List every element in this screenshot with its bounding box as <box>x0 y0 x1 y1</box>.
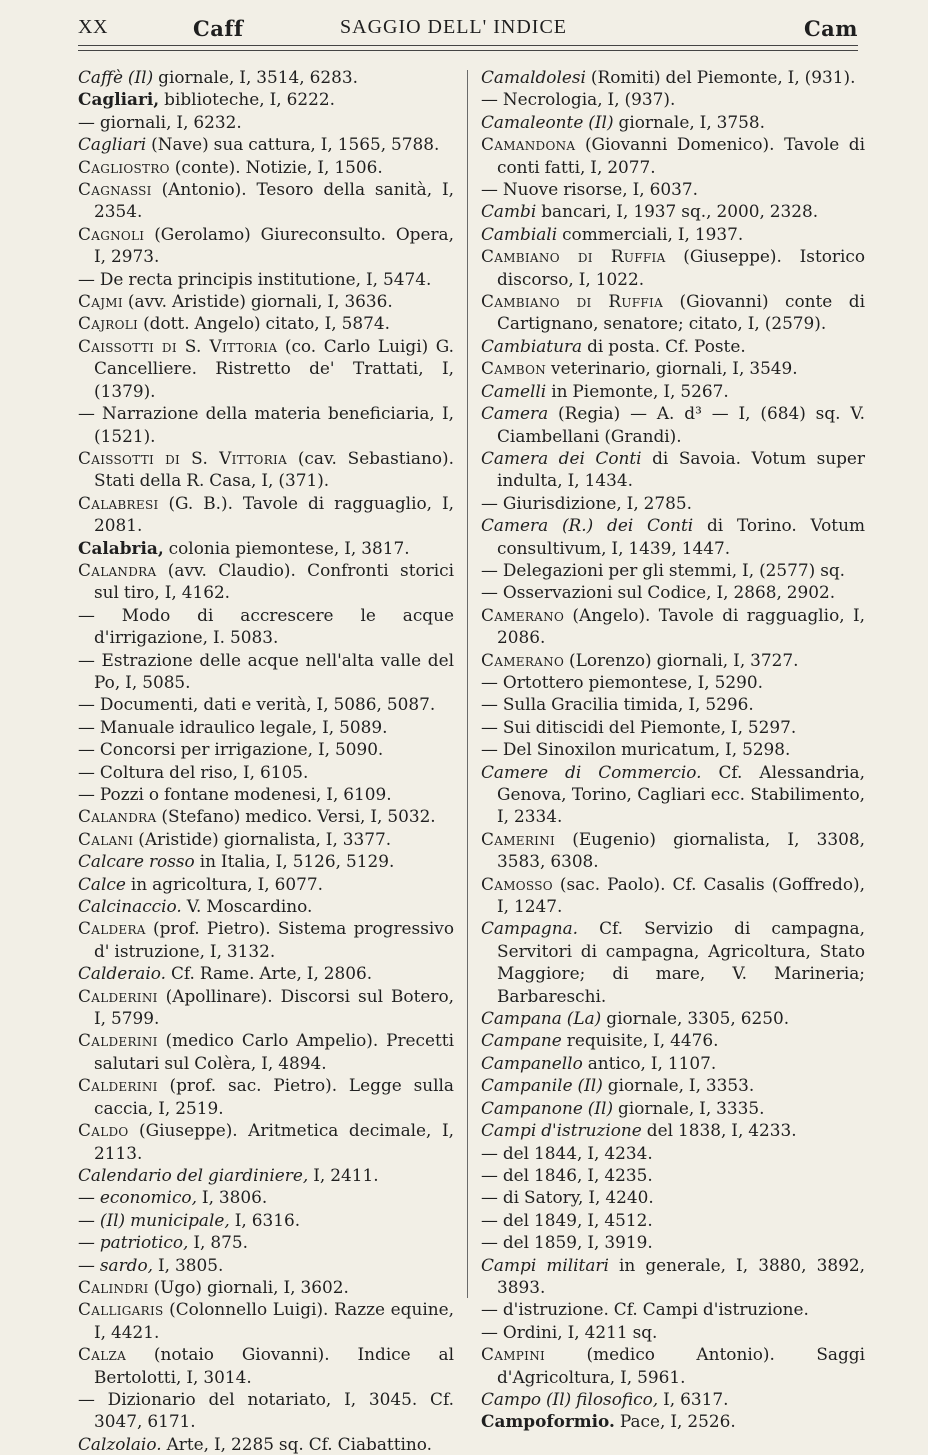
entry-text: del 1838, I, 4233. <box>641 1120 797 1141</box>
index-entry <box>78 1209 454 1231</box>
index-entry <box>481 223 865 245</box>
entry-heading: Camaleonte (Il) <box>481 111 614 132</box>
entry-text: I, 6317. <box>658 1388 729 1409</box>
index-entry <box>78 1119 454 1164</box>
entry-heading: Cambiano di Ruffia <box>481 246 666 267</box>
entry-heading: Campanone (Il) <box>481 1097 614 1118</box>
entry-heading: Caffè (Il) <box>78 67 154 87</box>
index-entry <box>78 783 454 805</box>
index-entry <box>78 559 454 604</box>
entry-text: — Sulla Gracilia timida, I, 5296. <box>481 694 754 715</box>
index-entry <box>78 133 454 155</box>
entry-heading: Calderini <box>78 1075 158 1096</box>
index-entry <box>78 312 454 334</box>
index-entry <box>78 1343 454 1388</box>
entry-heading: Cambiali <box>481 223 558 244</box>
index-entry <box>78 850 454 872</box>
index-entry <box>481 514 865 559</box>
index-entry <box>78 223 454 268</box>
index-entry <box>481 133 865 178</box>
index-entry <box>78 111 454 133</box>
entry-heading: Cagnoli <box>78 223 145 244</box>
entry-text: I, 3805. <box>153 1254 224 1275</box>
index-entry <box>481 357 865 379</box>
entry-heading: Campo (Il) filosofico, <box>481 1388 659 1409</box>
entry-text: — del 1844, I, 4234. <box>481 1142 653 1163</box>
entry-heading: Cajroli <box>78 313 139 334</box>
entry-text: — Coltura del riso, I, 6105. <box>78 761 309 782</box>
entry-text: (Colonnello Luigi). Razze equine, I, 4421. <box>94 1299 454 1342</box>
index-entry <box>78 537 454 559</box>
entry-heading: Caldo <box>78 1120 129 1141</box>
entry-text: (conte). Notizie, I, 1506. <box>169 156 383 177</box>
entry-heading: Camosso <box>481 873 553 894</box>
index-entry <box>481 290 865 335</box>
entry-text: Pace, I, 2526. <box>614 1411 736 1432</box>
entry-heading: Campanello <box>481 1052 583 1073</box>
entry-text: bancari, I, 1937 sq., 2000, 2328. <box>536 201 819 222</box>
entry-heading: Campini <box>481 1344 546 1365</box>
index-entry <box>78 716 454 738</box>
entry-heading: Camere di Commercio. <box>481 761 702 782</box>
entry-text: Cf. Servizio di campagna, Servitori di campagna, Agricoltura, Stato Maggiore; di mare, V. Marineria; Barbareschi. <box>497 918 865 1006</box>
entry-text: (Gerolamo) Giureconsulto. Opera, I, 2973. <box>94 223 454 267</box>
entry-text: antico, I, 1107. <box>582 1052 717 1073</box>
index-entry <box>78 962 454 984</box>
entry-text: requisite, I, 4476. <box>561 1030 719 1051</box>
entry-text: Cf. Rame. Arte, I, 2806. <box>166 963 373 984</box>
index-entry <box>481 716 865 738</box>
entry-text: (dott. Angelo) citato, I, 5874. <box>138 313 390 334</box>
index-entry <box>78 1186 454 1208</box>
index-entry <box>481 649 865 671</box>
entry-heading: Cambi <box>481 201 537 222</box>
entry-text: I, 6316. <box>229 1209 301 1230</box>
entry-text: — Osservazioni sul Codice, I, 2868, 2902. <box>481 582 836 603</box>
index-entry <box>481 828 865 873</box>
index-entry <box>481 380 865 402</box>
index-entry <box>481 1029 865 1051</box>
entry-text: — Necrologia, I, (937). <box>481 89 676 110</box>
entry-heading: Cambon <box>481 358 547 379</box>
right-guide-word: Cam <box>803 16 858 41</box>
entry-text: I, 2411. <box>308 1164 379 1185</box>
index-entry <box>78 873 454 895</box>
entry-heading: Calderaio. <box>78 963 166 984</box>
left-column <box>78 66 454 1455</box>
entry-heading: Camerano <box>481 604 565 625</box>
entry-text: — Ordini, I, 4211 sq. <box>481 1321 658 1342</box>
entry-text: (Angelo). Tavole di ragguaglio, I, 2086. <box>497 604 865 648</box>
entry-heading: Campane <box>481 1030 562 1051</box>
entry-heading: Campoformio. <box>481 1411 615 1432</box>
index-entry <box>481 761 865 828</box>
entry-heading: — (Il) municipale, <box>78 1209 230 1230</box>
entry-heading: Cagliostro <box>78 156 170 177</box>
entry-text: (medico Carlo Ampelio). Precetti salutari sul Colèra, I, 4894. <box>94 1030 454 1073</box>
entry-text: (Ugo) giornali, I, 3602. <box>148 1276 349 1297</box>
entry-text: di Torino. Votum consultivum, I, 1439, 1447. <box>497 515 865 558</box>
left-guide-word: Caff <box>193 16 244 41</box>
entry-heading: Calderini <box>78 1030 158 1051</box>
entry-text: (G. B.). Tavole di ragguaglio, I, 2081. <box>94 492 454 536</box>
header-rule-thin <box>78 50 858 51</box>
entry-text: — Estrazione delle acque nell'alta valle del Po, I, 5085. <box>78 649 454 692</box>
index-entry <box>481 559 865 581</box>
entry-text: in generale, I, 3880, 3892, 3893. <box>497 1254 865 1297</box>
entry-heading: Calce <box>78 873 126 894</box>
entry-heading: Cagliari <box>78 134 147 155</box>
index-entry <box>481 447 865 492</box>
index-entry <box>481 1052 865 1074</box>
index-entry <box>481 1142 865 1164</box>
entry-text: di posta. Cf. Poste. <box>582 335 746 356</box>
index-entry <box>78 290 454 312</box>
index-entry <box>78 761 454 783</box>
index-entry <box>481 1343 865 1388</box>
entry-text: — giornali, I, 6232. <box>78 111 242 132</box>
entry-heading: Calabria, <box>78 537 164 558</box>
entry-heading: Camera (R.) dei Conti <box>481 515 694 536</box>
entry-heading: Calendario del giardiniere, <box>78 1164 309 1185</box>
index-entry <box>481 1410 865 1432</box>
index-entry <box>481 1186 865 1208</box>
entry-text: veterinario, giornali, I, 3549. <box>546 358 798 379</box>
entry-text: in agricoltura, I, 6077. <box>125 873 323 894</box>
entry-heading: Cagliari, <box>78 89 160 110</box>
entry-text: commerciali, I, 1937. <box>557 223 744 244</box>
entry-text: biblioteche, I, 6222. <box>159 89 335 110</box>
index-entry <box>78 649 454 694</box>
entry-text: giornale, I, 3353. <box>602 1075 755 1096</box>
entry-text: colonia piemontese, I, 3817. <box>163 537 410 558</box>
entry-heading: Camaldolesi <box>481 67 586 87</box>
index-entry <box>78 447 454 492</box>
entry-heading: Calandra <box>78 806 157 827</box>
entry-text: (notaio Giovanni). Indice al Bertolotti, I, 3014. <box>94 1344 454 1387</box>
entry-text: (prof. sac. Pietro). Legge sulla caccia, I, 2519. <box>94 1075 454 1118</box>
entry-heading: Caissotti di S. Vittoria <box>78 447 288 468</box>
entry-heading: Camerini <box>481 828 556 849</box>
index-entry <box>78 492 454 537</box>
index-entry <box>481 693 865 715</box>
index-entry <box>481 1298 865 1320</box>
entry-text: I, 875. <box>188 1232 248 1253</box>
index-entry <box>481 1164 865 1186</box>
index-entry <box>481 738 865 760</box>
entry-text: (prof. Pietro). Sistema progressivo d' istruzione, I, 3132. <box>94 918 454 961</box>
entry-text: in Italia, I, 5126, 5129. <box>194 851 395 872</box>
entry-text: — Del Sinoxilon muricatum, I, 5298. <box>481 739 791 760</box>
index-entry <box>481 1074 865 1096</box>
entry-text: — del 1859, I, 3919. <box>481 1232 653 1253</box>
index-entry <box>481 1388 865 1410</box>
entry-text: — Dizionario del notariato, I, 3045. Cf. 3047, 6171. <box>78 1388 454 1432</box>
index-entry <box>481 492 865 514</box>
index-entry <box>78 738 454 760</box>
index-entry <box>481 1321 865 1343</box>
entry-heading: Campanile (Il) <box>481 1075 603 1096</box>
index-entry <box>78 1388 454 1433</box>
index-entry <box>481 1119 865 1141</box>
index-entry <box>481 245 865 290</box>
entry-heading: Camera <box>481 403 549 424</box>
entry-heading: Cagnassi <box>78 179 152 200</box>
entry-heading: Calabresi <box>78 492 159 513</box>
entry-heading: Camelli <box>481 380 547 401</box>
index-entry <box>78 88 454 110</box>
index-entry <box>78 693 454 715</box>
index-entry <box>481 200 865 222</box>
index-entry <box>481 178 865 200</box>
index-entry <box>78 66 454 88</box>
entry-text: giornale, 3305, 6250. <box>601 1008 790 1029</box>
entry-text: — Giurisdizione, I, 2785. <box>481 492 693 513</box>
entry-text: — Manuale idraulico legale, I, 5089. <box>78 716 388 737</box>
index-entry <box>78 268 454 290</box>
entry-text: (Eugenio) giornalista, I, 3308, 3583, 6308. <box>497 828 865 872</box>
header-rule <box>78 45 858 46</box>
entry-text: (Giovanni) conte di Cartignano, senatore; citato, I, (2579). <box>497 291 865 334</box>
index-entry <box>481 111 865 133</box>
right-column <box>481 66 865 1433</box>
index-entry <box>481 581 865 603</box>
index-entry <box>78 805 454 827</box>
entry-text: (Regia) — A. d³ — I, (684) sq. V. Ciambellani (Grandi). <box>497 403 865 446</box>
index-entry <box>78 917 454 962</box>
entry-text: (Nave) sua cattura, I, 1565, 5788. <box>146 134 440 155</box>
index-entry <box>78 335 454 402</box>
index-entry <box>78 895 454 917</box>
entry-text: — di Satory, I, 4240. <box>481 1187 654 1208</box>
entry-text: — Nuove risorse, I, 6037. <box>481 179 698 200</box>
index-entry <box>78 985 454 1030</box>
entry-heading: Calcinaccio. <box>78 896 182 917</box>
entry-text: I, 3806. <box>196 1187 268 1208</box>
index-entry <box>481 335 865 357</box>
entry-text: — Sui ditiscidi del Piemonte, I, 5297. <box>481 716 797 737</box>
entry-heading: Cambiano di Ruffia <box>481 291 664 312</box>
entry-text: (co. Carlo Luigi) G. Cancelliere. Ristretto de' Trattati, I, (1379). <box>94 335 454 401</box>
entry-text: — del 1849, I, 4512. <box>481 1209 653 1230</box>
entry-heading: Calza <box>78 1344 127 1365</box>
entry-heading: — sardo, <box>78 1254 154 1275</box>
index-entry <box>481 671 865 693</box>
entry-text: V. Moscardino. <box>181 896 313 917</box>
index-entry <box>481 917 865 1007</box>
index-entry <box>78 1298 454 1343</box>
entry-text: di Savoia. Votum super indulta, I, 1434. <box>497 447 865 491</box>
entry-text: (Stefano) medico. Versi, I, 5032. <box>156 806 436 827</box>
entry-text: giornale, I, 3758. <box>613 111 766 132</box>
entry-text: Arte, I, 2285 sq. Cf. Ciabattino. <box>161 1433 433 1454</box>
running-title: SAGGIO DELL' INDICE <box>340 16 568 38</box>
entry-heading: Caldera <box>78 918 146 939</box>
entry-heading: Calandra <box>78 559 157 580</box>
entry-heading: Cambiatura <box>481 335 583 356</box>
entry-heading: Calindri <box>78 1276 149 1297</box>
entry-text: (Giovanni Domenico). Tavole di conti fatti, I, 2077. <box>497 134 865 177</box>
index-entry <box>78 1276 454 1298</box>
entry-text: (Giuseppe). Aritmetica decimale, I, 2113. <box>94 1120 454 1163</box>
entry-heading: — economico, <box>78 1187 197 1208</box>
entry-text: (Aristide) giornalista, I, 3377. <box>133 828 392 849</box>
entry-heading: Cajmi <box>78 291 123 312</box>
index-entry <box>78 156 454 178</box>
entry-text: (Lorenzo) giornali, I, 3727. <box>564 649 799 670</box>
entry-text: Cf. Alessandria, Genova, Torino, Cagliari ecc. Stabilimento, I, 2334. <box>497 761 865 827</box>
index-entry <box>78 1254 454 1276</box>
entry-heading: Campagna. <box>481 918 579 939</box>
entry-heading: Caissotti di S. Vittoria <box>78 335 278 356</box>
index-entry <box>78 1164 454 1186</box>
entry-text: (medico Antonio). Saggi d'Agricoltura, I, 5961. <box>497 1344 865 1387</box>
entry-text: giornale, I, 3335. <box>613 1097 765 1118</box>
entry-text: — Ortottero piemontese, I, 5290. <box>481 671 763 692</box>
entry-heading: Camandona <box>481 134 576 155</box>
index-entry <box>481 604 865 649</box>
entry-text: (avv. Claudio). Confronti storici sul tiro, I, 4162. <box>94 559 454 603</box>
entry-heading: Camerano <box>481 649 565 670</box>
entry-text: — Delegazioni per gli stemmi, I, (2577) sq. <box>481 559 846 580</box>
index-entry <box>481 1254 865 1299</box>
page-number: XX <box>78 16 108 38</box>
entry-text: in Piemonte, I, 5267. <box>546 380 729 401</box>
page-header <box>78 10 858 48</box>
index-entry <box>78 1074 454 1119</box>
index-entry <box>481 88 865 110</box>
column-divider <box>467 70 468 1298</box>
index-entry <box>78 1231 454 1253</box>
entry-heading: Camera dei Conti <box>481 447 642 468</box>
entry-text: (Antonio). Tesoro della sanità, I, 2354. <box>94 179 454 222</box>
entry-heading: Calzolaio. <box>78 1433 162 1454</box>
entry-heading: Calligaris <box>78 1299 164 1320</box>
index-entry <box>78 402 454 447</box>
entry-heading: — patriotico, <box>78 1232 189 1253</box>
entry-text: — Concorsi per irrigazione, I, 5090. <box>78 739 384 760</box>
entry-heading: Campana (La) <box>481 1008 602 1029</box>
index-entry <box>78 828 454 850</box>
entry-text: — Modo di accrescere le acque d'irrigazione, I. 5083. <box>78 604 454 648</box>
entry-heading: Calani <box>78 828 134 849</box>
entry-text: — d'istruzione. Cf. Campi d'istruzione. <box>481 1299 809 1320</box>
entry-text: (Giuseppe). Istorico discorso, I, 1022. <box>497 246 866 289</box>
index-entry <box>78 1029 454 1074</box>
entry-text: (sac. Paolo). Cf. Casalis (Goffredo), I, 1247. <box>497 873 865 917</box>
index-entry <box>78 178 454 223</box>
entry-heading: Campi militari <box>481 1254 609 1275</box>
entry-text: (avv. Aristide) giornali, I, 3636. <box>122 291 393 312</box>
entry-heading: Calderini <box>78 985 158 1006</box>
entry-heading: Calcare rosso <box>78 851 195 872</box>
index-entry <box>481 66 865 88</box>
entry-text: giornale, I, 3514, 6283. <box>153 67 358 87</box>
index-entry <box>481 873 865 918</box>
index-entry <box>481 1209 865 1231</box>
index-entry <box>481 1007 865 1029</box>
entry-text: — De recta principis institutione, I, 5474. <box>78 268 432 289</box>
index-entry <box>78 604 454 649</box>
entry-text: (cav. Sebastiano). Stati della R. Casa, I, (371). <box>94 447 454 491</box>
index-entry <box>78 1433 454 1455</box>
entry-text: (Apollinare). Discorsi sul Botero, I, 5799. <box>94 985 454 1029</box>
index-entry <box>481 402 865 447</box>
index-entry <box>481 1231 865 1253</box>
index-entry <box>481 1097 865 1119</box>
entry-heading: Campi d'istruzione <box>481 1120 642 1141</box>
entry-text: — Documenti, dati e verità, I, 5086, 5087. <box>78 694 436 715</box>
entry-text: (Romiti) del Piemonte, I, (931). <box>585 67 856 87</box>
entry-text: — Narrazione della materia beneficiaria, I, (1521). <box>78 403 454 446</box>
entry-text: — del 1846, I, 4235. <box>481 1164 653 1185</box>
entry-text: — Pozzi o fontane modenesi, I, 6109. <box>78 784 392 804</box>
